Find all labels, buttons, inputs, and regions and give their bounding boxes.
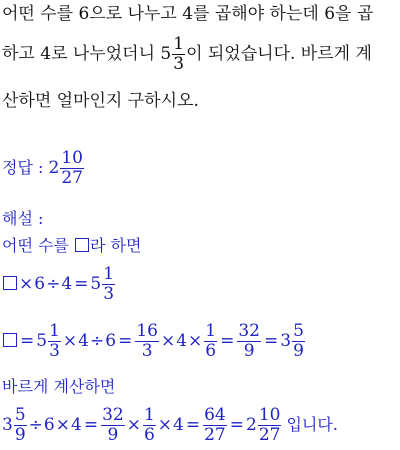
question-text-2b: 이 되었습니다. 바르게 계 — [186, 44, 372, 64]
unknown-box-icon — [3, 333, 17, 347]
fraction: $\frac{1}{6}$ — [143, 405, 155, 445]
question-text-1: 어떤 수를 6으로 나누고 4를 곱해야 하는데 6을 곱 — [2, 4, 374, 24]
question-text-2a: 하고 4로 나누었더니 — [2, 44, 161, 64]
answer-fraction: $\frac{10}{27}$ — [61, 148, 83, 188]
equation-3: 3 $\frac{5}{9}$ ÷6×4 = $\frac{32}{9}$ × $\frac{1}{6}$ ×4 = $\frac{64}{27}$ = 2 $\frac{10}{27}$ 입니다. — [2, 405, 338, 445]
unknown-box-icon — [75, 238, 89, 252]
equation-1: ×6÷4 = 5 $\frac{1}{3}$ — [2, 266, 116, 303]
fraction: $\frac{10}{27}$ — [258, 405, 281, 445]
fraction: $\frac{1}{6}$ — [205, 321, 217, 361]
fraction: $\frac{64}{27}$ — [204, 405, 226, 445]
question-line-3 — [2, 93, 199, 110]
fraction: $\frac{5}{9}$ — [14, 405, 26, 445]
question-line-2 — [2, 36, 372, 73]
fraction: $\frac{5}{9}$ — [293, 321, 304, 361]
equation-2: = 5 $\frac{1}{3}$ ×4÷6 = $\frac{16}{3}$ ×4× $\frac{1}{6}$ = $\frac{32}{9}$ = 3 $\frac{5}{9}$ — [2, 323, 306, 360]
fraction: $\frac{32}{9}$ — [238, 321, 260, 361]
unknown-box-icon — [3, 276, 17, 290]
fraction: $\frac{32}{9}$ — [102, 405, 124, 445]
explanation-label: 해설 : — [2, 209, 44, 228]
fraction: $\frac{1}{3}$ — [103, 264, 115, 304]
answer-row — [2, 150, 85, 187]
fraction: $\frac{16}{3}$ — [136, 321, 158, 361]
fraction: $\frac{1}{3}$ — [49, 321, 60, 361]
question-mixed-whole: 5 — [160, 44, 172, 64]
answer-whole: 2 — [48, 158, 60, 178]
question-fraction: $\frac{1}{3}$ — [173, 34, 185, 74]
answer-label: 정답 : — [2, 158, 49, 177]
explanation-line-correct: 바르게 계산하면 — [2, 377, 116, 396]
question-line-1 — [2, 6, 373, 23]
question-text-3: 산하면 얼마인지 구하시오. — [2, 91, 199, 111]
explanation-line-1: 어떤 수를 라 하면 — [2, 236, 142, 255]
